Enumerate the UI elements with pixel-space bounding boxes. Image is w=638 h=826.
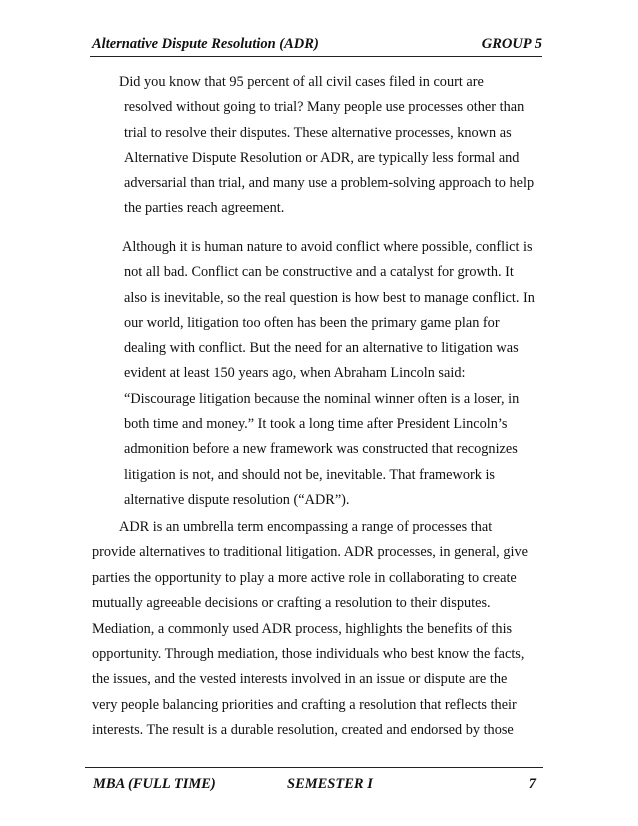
header-title: Alternative Dispute Resolution (ADR) bbox=[92, 36, 319, 52]
text-line: provide alternatives to traditional litigation. ADR processes, in general, give bbox=[92, 544, 528, 561]
paragraph-1 bbox=[119, 70, 535, 222]
text-line: Mediation, a commonly used ADR process, highlights the benefits of this bbox=[92, 620, 513, 637]
text-line: dealing with conflict. But the need for an alternative to litigation was bbox=[124, 340, 519, 357]
text-line: resolved without going to trial? Many people use processes other than bbox=[124, 99, 525, 116]
text-line: also is inevitable, so the real question is how best to manage conflict. In bbox=[124, 289, 535, 306]
paragraph-3 bbox=[92, 515, 528, 744]
text-line: litigation is not, and should not be, inevitable. That framework is bbox=[124, 466, 495, 483]
page-number: 7 bbox=[528, 776, 536, 792]
text-line: our world, litigation too often has been the primary game plan for bbox=[124, 314, 500, 331]
text-line: the parties reach agreement. bbox=[124, 200, 285, 217]
footer-semester: SEMESTER I bbox=[287, 776, 373, 792]
text-line: evident at least 150 years ago, when Abraham Lincoln said: bbox=[124, 365, 466, 382]
text-line: Did you know that 95 percent of all civil cases filed in court are bbox=[119, 74, 484, 90]
text-line: interests. The result is a durable resolution, created and endorsed by those bbox=[92, 722, 514, 739]
page-footer bbox=[85, 767, 543, 798]
paragraph-2 bbox=[124, 235, 535, 513]
text-line: the issues, and the vested interests involved in an issue or dispute are the bbox=[92, 671, 508, 688]
text-line: Although it is human nature to avoid conflict where possible, conflict is bbox=[122, 239, 533, 255]
text-line: mutually agreeable decisions or crafting a resolution to their disputes. bbox=[92, 595, 491, 612]
text-line: alternative dispute resolution (“ADR”). bbox=[124, 491, 350, 508]
text-line: trial to resolve their disputes. These alternative processes, known as bbox=[124, 124, 512, 141]
text-line: not all bad. Conflict can be constructive and a catalyst for growth. It bbox=[124, 264, 514, 281]
text-line: admonition before a new framework was constructed that recognizes bbox=[124, 441, 518, 458]
header-group: GROUP 5 bbox=[481, 36, 542, 52]
text-line: very people balancing priorities and crafting a resolution that reflects their bbox=[92, 696, 517, 713]
text-line: parties the opportunity to play a more active role in collaborating to create bbox=[92, 569, 517, 586]
page-header bbox=[90, 34, 542, 57]
footer-program: MBA (FULL TIME) bbox=[93, 776, 216, 792]
text-line: ADR is an umbrella term encompassing a range of processes that bbox=[119, 519, 493, 535]
text-line: opportunity. Through mediation, those individuals who best know the facts, bbox=[92, 646, 525, 663]
text-line: “Discourage litigation because the nominal winner often is a loser, in bbox=[124, 390, 520, 407]
text-line: both time and money.” It took a long time after President Lincoln’s bbox=[124, 416, 508, 433]
text-line: Alternative Dispute Resolution or ADR, are typically less formal and bbox=[124, 149, 520, 166]
text-line: adversarial than trial, and many use a problem-solving approach to help bbox=[124, 175, 535, 192]
